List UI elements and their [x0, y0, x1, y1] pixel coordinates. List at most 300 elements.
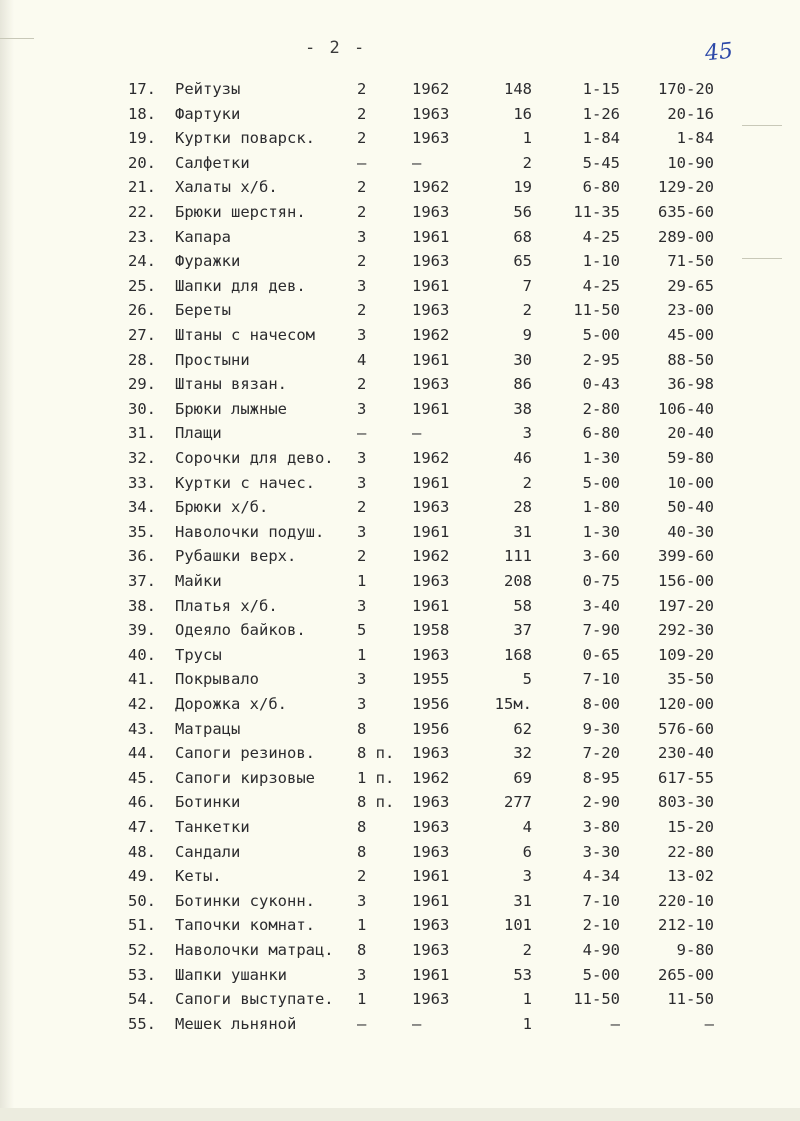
- item-name: Салфетки: [175, 153, 250, 172]
- row-number: 49.: [128, 867, 156, 886]
- item-year: 1961: [412, 867, 450, 886]
- table-row: [0, 400, 800, 425]
- item-price: 7-90: [582, 621, 620, 640]
- item-name: Брюки х/б.: [175, 498, 269, 517]
- item-sum: 106-40: [658, 399, 714, 418]
- item-quantity: 15м.: [494, 695, 532, 713]
- item-price: 7-10: [582, 891, 620, 910]
- item-sum: 59-80: [667, 449, 714, 467]
- item-grade: 8 п.: [357, 793, 395, 812]
- table-row: [0, 203, 800, 228]
- item-sum: 230-40: [658, 744, 714, 763]
- item-grade: 3: [357, 449, 367, 467]
- item-sum: 36-98: [667, 375, 714, 394]
- item-grade: 3: [357, 670, 367, 689]
- item-quantity: 3: [522, 867, 532, 886]
- item-sum: 40-30: [667, 522, 714, 541]
- item-grade: –: [357, 424, 367, 443]
- item-sum: 212-10: [658, 916, 714, 935]
- item-grade: 2: [357, 498, 367, 517]
- table-row: [0, 301, 800, 326]
- item-name: Наволочки матрац.: [175, 941, 334, 959]
- item-price: 8-95: [582, 768, 620, 787]
- table-row: [0, 892, 800, 917]
- row-number: 27.: [128, 326, 156, 344]
- table-row: [0, 252, 800, 277]
- page-bottom-edge: [0, 1108, 800, 1121]
- item-grade: 2: [357, 178, 367, 197]
- item-year: 1962: [412, 449, 450, 467]
- item-quantity: 2: [522, 473, 532, 492]
- item-grade: 3: [357, 473, 367, 492]
- item-sum: 50-40: [667, 498, 714, 517]
- item-quantity: 28: [513, 498, 532, 517]
- item-sum: 265-00: [658, 965, 714, 984]
- item-sum: 71-50: [667, 252, 714, 271]
- item-grade: 1: [357, 990, 367, 1009]
- item-quantity: 6: [522, 842, 532, 861]
- item-grade: 1: [357, 916, 367, 935]
- item-name: Покрывало: [175, 670, 259, 689]
- item-name: Мешек льняной: [175, 1014, 297, 1033]
- table-row: [0, 695, 800, 720]
- item-grade: 3: [357, 965, 367, 984]
- item-price: 9-30: [582, 719, 620, 738]
- item-name: Рейтузы: [175, 80, 241, 98]
- item-quantity: 2: [522, 941, 532, 959]
- table-row: [0, 793, 800, 818]
- table-row: [0, 178, 800, 203]
- table-row: [0, 621, 800, 646]
- item-price: 1-26: [582, 104, 620, 123]
- table-row: [0, 375, 800, 400]
- item-sum: 220-10: [658, 891, 714, 910]
- item-quantity: 38: [513, 399, 532, 418]
- item-year: 1962: [412, 178, 450, 197]
- item-quantity: 2: [522, 301, 532, 320]
- item-year: 1963: [412, 203, 450, 221]
- item-price: 1-15: [582, 80, 620, 98]
- item-year: 1963: [412, 818, 450, 836]
- item-price: 5-00: [582, 326, 620, 344]
- item-grade: 2: [357, 252, 367, 271]
- row-number: 32.: [128, 449, 156, 467]
- item-grade: 2: [357, 129, 367, 148]
- item-year: –: [412, 424, 422, 443]
- table-row: [0, 154, 800, 179]
- row-number: 37.: [128, 572, 156, 590]
- item-sum: 197-20: [658, 596, 714, 615]
- item-grade: –: [357, 153, 367, 172]
- table-row: [0, 129, 800, 154]
- item-sum: 29-65: [667, 276, 714, 295]
- item-grade: 8: [357, 719, 367, 738]
- row-number: 33.: [128, 473, 156, 492]
- item-name: Штаны с начесом: [175, 326, 315, 344]
- item-year: 1961: [412, 227, 450, 246]
- item-quantity: 7: [522, 276, 532, 295]
- item-year: 1963: [412, 252, 450, 271]
- row-number: 43.: [128, 719, 156, 738]
- item-sum: 45-00: [667, 326, 714, 344]
- item-year: 1963: [412, 572, 450, 590]
- row-number: 55.: [128, 1014, 156, 1033]
- item-quantity: 148: [504, 80, 532, 98]
- table-row: [0, 966, 800, 991]
- item-sum: 9-80: [676, 941, 714, 959]
- item-year: 1963: [412, 301, 450, 320]
- item-price: 7-20: [582, 744, 620, 763]
- item-year: 1963: [412, 744, 450, 763]
- item-year: 1963: [412, 916, 450, 935]
- item-price: 6-80: [582, 178, 620, 197]
- item-year: 1961: [412, 596, 450, 615]
- row-number: 34.: [128, 498, 156, 517]
- item-year: 1961: [412, 399, 450, 418]
- item-price: 5-45: [582, 153, 620, 172]
- item-quantity: 277: [504, 793, 532, 812]
- item-quantity: 5: [522, 670, 532, 689]
- row-number: 29.: [128, 375, 156, 394]
- item-quantity: 111: [504, 547, 532, 566]
- row-number: 48.: [128, 842, 156, 861]
- item-grade: 1: [357, 645, 367, 664]
- item-sum: 399-60: [658, 547, 714, 566]
- table-row: [0, 228, 800, 253]
- item-quantity: 37: [513, 621, 532, 640]
- item-sum: 1-84: [676, 129, 714, 148]
- item-quantity: 1: [522, 990, 532, 1009]
- item-year: 1963: [412, 104, 450, 123]
- item-year: 1962: [412, 547, 450, 566]
- item-year: 1955: [412, 670, 450, 689]
- item-grade: 4: [357, 350, 367, 369]
- item-name: Ботинки: [175, 793, 241, 812]
- item-price: 2-95: [582, 350, 620, 369]
- item-grade: 2: [357, 203, 367, 221]
- item-price: 4-25: [582, 227, 620, 246]
- item-grade: 3: [357, 891, 367, 910]
- item-quantity: 1: [522, 129, 532, 148]
- page-number: - 2 -: [305, 38, 367, 58]
- item-year: –: [412, 153, 422, 172]
- item-name: Матрацы: [175, 719, 241, 738]
- item-quantity: 56: [513, 203, 532, 221]
- item-price: 2-80: [582, 399, 620, 418]
- item-quantity: 1: [522, 1014, 532, 1033]
- item-name: Куртки с начес.: [175, 473, 315, 492]
- item-name: Береты: [175, 301, 231, 320]
- table-row: [0, 720, 800, 745]
- item-price: 4-25: [582, 276, 620, 295]
- table-row: [0, 646, 800, 671]
- row-number: 42.: [128, 695, 156, 713]
- row-number: 21.: [128, 178, 156, 197]
- item-sum: 20-16: [667, 104, 714, 123]
- row-number: 18.: [128, 104, 156, 123]
- item-quantity: 101: [504, 916, 532, 935]
- item-quantity: 69: [513, 768, 532, 787]
- item-grade: 8: [357, 842, 367, 861]
- item-grade: 3: [357, 596, 367, 615]
- item-price: 5-00: [582, 473, 620, 492]
- item-quantity: 9: [522, 326, 532, 344]
- item-grade: 8: [357, 941, 367, 959]
- item-name: Трусы: [175, 645, 222, 664]
- item-year: 1961: [412, 350, 450, 369]
- item-price: 2-90: [582, 793, 620, 812]
- item-sum: 617-55: [658, 768, 714, 787]
- item-name: Платья х/б.: [175, 596, 278, 615]
- item-price: 0-75: [582, 572, 620, 590]
- item-price: 2-10: [582, 916, 620, 935]
- table-row: [0, 769, 800, 794]
- item-sum: –: [704, 1014, 714, 1033]
- item-price: 8-00: [582, 695, 620, 713]
- item-name: Сандали: [175, 842, 241, 861]
- item-sum: 109-20: [658, 645, 714, 664]
- table-row: [0, 424, 800, 449]
- item-name: Фуражки: [175, 252, 241, 271]
- item-year: 1963: [412, 129, 450, 148]
- item-quantity: 58: [513, 596, 532, 615]
- item-sum: 635-60: [658, 203, 714, 221]
- item-sum: 10-00: [667, 473, 714, 492]
- item-name: Кеты.: [175, 867, 222, 886]
- item-year: 1963: [412, 645, 450, 664]
- item-price: 1-10: [582, 252, 620, 271]
- item-price: –: [610, 1014, 620, 1033]
- row-number: 47.: [128, 818, 156, 836]
- row-number: 40.: [128, 645, 156, 664]
- item-price: 6-80: [582, 424, 620, 443]
- row-number: 22.: [128, 203, 156, 221]
- item-year: 1962: [412, 326, 450, 344]
- item-price: 3-80: [582, 818, 620, 836]
- item-grade: 2: [357, 547, 367, 566]
- item-name: Ботинки суконн.: [175, 891, 315, 910]
- item-name: Халаты х/б.: [175, 178, 278, 197]
- table-row: [0, 80, 800, 105]
- item-sum: 10-90: [667, 153, 714, 172]
- item-name: Шапки для дев.: [175, 276, 306, 295]
- item-year: 1961: [412, 276, 450, 295]
- item-grade: 3: [357, 276, 367, 295]
- item-sum: 292-30: [658, 621, 714, 640]
- item-sum: 170-20: [658, 80, 714, 98]
- item-grade: 5: [357, 621, 367, 640]
- item-name: Тапочки комнат.: [175, 916, 315, 935]
- table-row: [0, 547, 800, 572]
- item-year: 1961: [412, 965, 450, 984]
- table-row: [0, 498, 800, 523]
- item-sum: 11-50: [667, 990, 714, 1009]
- margin-mark: [0, 38, 34, 39]
- item-sum: 15-20: [667, 818, 714, 836]
- item-quantity: 68: [513, 227, 532, 246]
- item-name: Штаны вязан.: [175, 375, 287, 394]
- item-year: –: [412, 1014, 422, 1033]
- item-price: 3-40: [582, 596, 620, 615]
- item-sum: 13-02: [667, 867, 714, 886]
- item-name: Сапоги кирзовые: [175, 768, 315, 787]
- item-sum: 22-80: [667, 842, 714, 861]
- item-year: 1962: [412, 768, 450, 787]
- item-price: 0-65: [582, 645, 620, 664]
- item-sum: 120-00: [658, 695, 714, 713]
- item-quantity: 46: [513, 449, 532, 467]
- table-row: [0, 326, 800, 351]
- item-name: Простыни: [175, 350, 250, 369]
- item-year: 1963: [412, 793, 450, 812]
- row-number: 44.: [128, 744, 156, 763]
- item-name: Наволочки подуш.: [175, 522, 325, 541]
- row-number: 20.: [128, 153, 156, 172]
- row-number: 17.: [128, 80, 156, 98]
- row-number: 45.: [128, 768, 156, 787]
- item-price: 11-50: [573, 301, 620, 320]
- row-number: 26.: [128, 301, 156, 320]
- item-price: 3-30: [582, 842, 620, 861]
- item-quantity: 4: [522, 818, 532, 836]
- item-price: 1-80: [582, 498, 620, 517]
- item-price: 1-30: [582, 522, 620, 541]
- row-number: 46.: [128, 793, 156, 812]
- item-quantity: 62: [513, 719, 532, 738]
- row-number: 31.: [128, 424, 156, 443]
- item-name: Брюки лыжные: [175, 399, 287, 418]
- item-quantity: 3: [522, 424, 532, 443]
- item-year: 1962: [412, 80, 450, 98]
- table-row: [0, 474, 800, 499]
- item-grade: 3: [357, 695, 367, 713]
- table-row: [0, 597, 800, 622]
- item-year: 1963: [412, 990, 450, 1009]
- item-name: Плащи: [175, 424, 222, 443]
- row-number: 25.: [128, 276, 156, 295]
- row-number: 39.: [128, 621, 156, 640]
- item-name: Сорочки для дево.: [175, 449, 334, 467]
- item-quantity: 2: [522, 153, 532, 172]
- row-number: 38.: [128, 596, 156, 615]
- table-row: [0, 572, 800, 597]
- item-grade: 8: [357, 818, 367, 836]
- table-row: [0, 277, 800, 302]
- table-row: [0, 941, 800, 966]
- item-price: 4-90: [582, 941, 620, 959]
- row-number: 28.: [128, 350, 156, 369]
- item-quantity: 19: [513, 178, 532, 197]
- row-number: 51.: [128, 916, 156, 935]
- table-row: [0, 351, 800, 376]
- row-number: 36.: [128, 547, 156, 566]
- item-name: Шапки ушанки: [175, 965, 287, 984]
- item-year: 1961: [412, 891, 450, 910]
- table-row: [0, 867, 800, 892]
- table-row: [0, 105, 800, 130]
- item-year: 1961: [412, 522, 450, 541]
- item-sum: 129-20: [658, 178, 714, 197]
- table-row: [0, 990, 800, 1015]
- item-name: Сапоги выступате.: [175, 990, 334, 1009]
- item-quantity: 31: [513, 891, 532, 910]
- item-year: 1956: [412, 695, 450, 713]
- item-price: 1-84: [582, 129, 620, 148]
- item-year: 1961: [412, 473, 450, 492]
- table-row: [0, 818, 800, 843]
- item-price: 4-34: [582, 867, 620, 886]
- item-sum: 803-30: [658, 793, 714, 812]
- item-grade: 8 п.: [357, 744, 395, 763]
- item-grade: 2: [357, 301, 367, 320]
- item-price: 11-50: [573, 990, 620, 1009]
- item-price: 5-00: [582, 965, 620, 984]
- item-quantity: 16: [513, 104, 532, 123]
- row-number: 23.: [128, 227, 156, 246]
- item-year: 1963: [412, 498, 450, 517]
- item-grade: 1 п.: [357, 768, 395, 787]
- item-sum: 576-60: [658, 719, 714, 738]
- row-number: 54.: [128, 990, 156, 1009]
- item-year: 1956: [412, 719, 450, 738]
- item-grade: 2: [357, 80, 367, 98]
- item-quantity: 31: [513, 522, 532, 541]
- item-grade: 3: [357, 227, 367, 246]
- item-name: Танкетки: [175, 818, 250, 836]
- item-name: Капара: [175, 227, 231, 246]
- item-year: 1963: [412, 941, 450, 959]
- row-number: 19.: [128, 129, 156, 148]
- table-row: [0, 916, 800, 941]
- row-number: 53.: [128, 965, 156, 984]
- table-row: [0, 843, 800, 868]
- row-number: 50.: [128, 891, 156, 910]
- item-year: 1963: [412, 842, 450, 861]
- row-number: 24.: [128, 252, 156, 271]
- item-grade: 1: [357, 572, 367, 590]
- item-grade: –: [357, 1014, 367, 1033]
- item-price: 7-10: [582, 670, 620, 689]
- row-number: 30.: [128, 399, 156, 418]
- item-year: 1958: [412, 621, 450, 640]
- item-name: Рубашки верх.: [175, 547, 297, 566]
- item-year: 1963: [412, 375, 450, 394]
- item-name: Сапоги резинов.: [175, 744, 315, 763]
- item-name: Фартуки: [175, 104, 241, 123]
- item-grade: 2: [357, 375, 367, 394]
- item-grade: 2: [357, 104, 367, 123]
- item-sum: 156-00: [658, 572, 714, 590]
- item-grade: 2: [357, 867, 367, 886]
- item-price: 1-30: [582, 449, 620, 467]
- item-price: 0-43: [582, 375, 620, 394]
- table-row: [0, 1015, 800, 1040]
- item-quantity: 65: [513, 252, 532, 271]
- item-name: Дорожка х/б.: [175, 695, 287, 713]
- item-quantity: 168: [504, 645, 532, 664]
- item-sum: 20-40: [667, 424, 714, 443]
- item-sum: 88-50: [667, 350, 714, 369]
- item-price: 11-35: [573, 203, 620, 221]
- handwritten-page-number: 45: [703, 38, 735, 67]
- item-quantity: 32: [513, 744, 532, 763]
- table-row: [0, 523, 800, 548]
- item-grade: 3: [357, 326, 367, 344]
- item-grade: 3: [357, 522, 367, 541]
- row-number: 41.: [128, 670, 156, 689]
- table-row: [0, 744, 800, 769]
- item-quantity: 86: [513, 375, 532, 394]
